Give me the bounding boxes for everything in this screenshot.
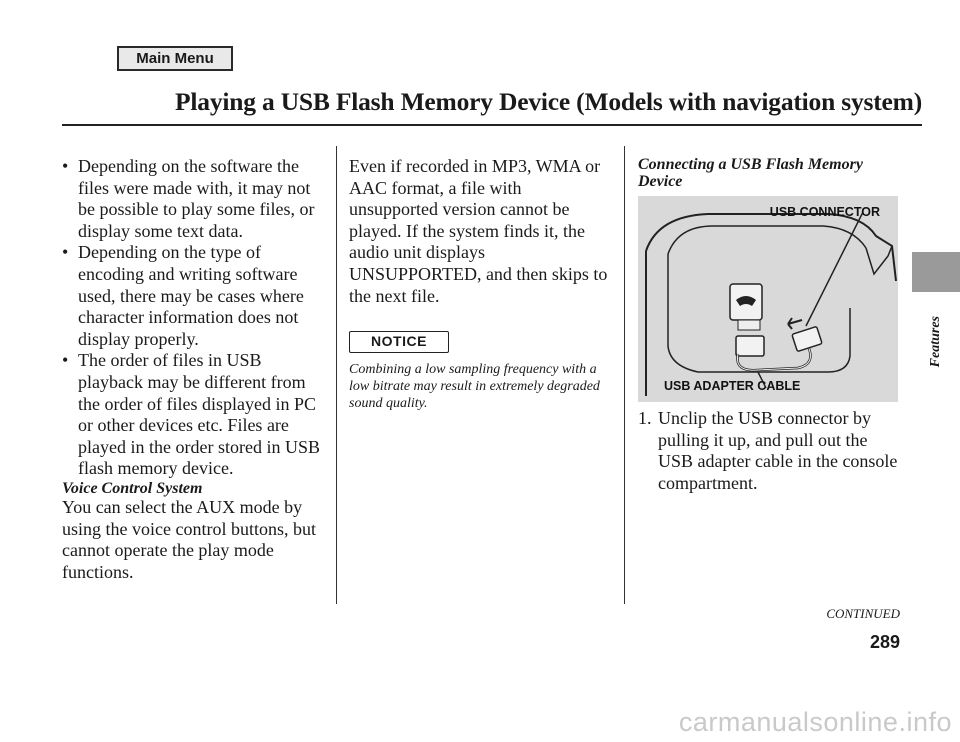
bullet-list	[62, 156, 324, 480]
step-text: Unclip the USB connector by pulling it up, and pull out the USB adapter cable in the console compartment.	[658, 408, 898, 493]
column-3	[638, 156, 900, 494]
main-menu-button[interactable]: Main Menu	[117, 46, 233, 71]
step-number: 1.	[638, 408, 652, 428]
column-2	[349, 156, 611, 412]
notice-label: NOTICE	[349, 331, 449, 353]
unsupported-format-text: Even if recorded in MP3, WMA or AAC format, a file with unsupported version cannot be played. If the system finds it, the audio unit displays UNSUPPORTED, and then skips to the next file.	[349, 156, 608, 306]
title-rule	[62, 124, 922, 126]
bullet-item: • Depending on the software the files were made with, it may not be possible to play some files, or display some text data.	[62, 156, 324, 242]
section-label-text: Features	[928, 316, 943, 368]
connecting-heading: Connecting a USB Flash Memory Device	[638, 156, 863, 190]
column-1	[62, 156, 324, 583]
usb-connector-label: USB CONNECTOR	[769, 205, 880, 219]
console-compartment-drawing	[638, 196, 898, 402]
section-tab[interactable]	[912, 252, 960, 292]
page-title: Playing a USB Flash Memory Device (Models with navigation system)	[175, 87, 922, 116]
notice-text: Combining a low sampling frequency with a low bitrate may result in extremely degraded sound quality.	[349, 362, 600, 412]
voice-control-heading: Voice Control System	[62, 479, 203, 497]
voice-control-text: You can select the AUX mode by using the voice control buttons, but cannot operate the play mode functions.	[62, 496, 316, 582]
section-label	[928, 316, 943, 368]
usb-adapter-cable-label: USB ADAPTER CABLE	[664, 379, 801, 394]
bullet-item: • Depending on the type of encoding and writing software used, there may be cases where character information does not display properly.	[62, 242, 324, 350]
page-number: 289	[869, 632, 900, 652]
column-divider	[624, 146, 625, 604]
column-divider	[336, 146, 337, 604]
bullet-item: • The order of files in USB playback may be different from the order of files displayed in PC or other devices etc. Files are played in the order stored in USB flash memory device.	[62, 350, 324, 480]
step-item	[638, 408, 900, 494]
steps-list	[638, 408, 900, 494]
usb-connector-illustration	[638, 196, 898, 402]
watermark: carmanualsonline.info	[678, 707, 952, 737]
continued-label: CONTINUED	[826, 606, 900, 621]
